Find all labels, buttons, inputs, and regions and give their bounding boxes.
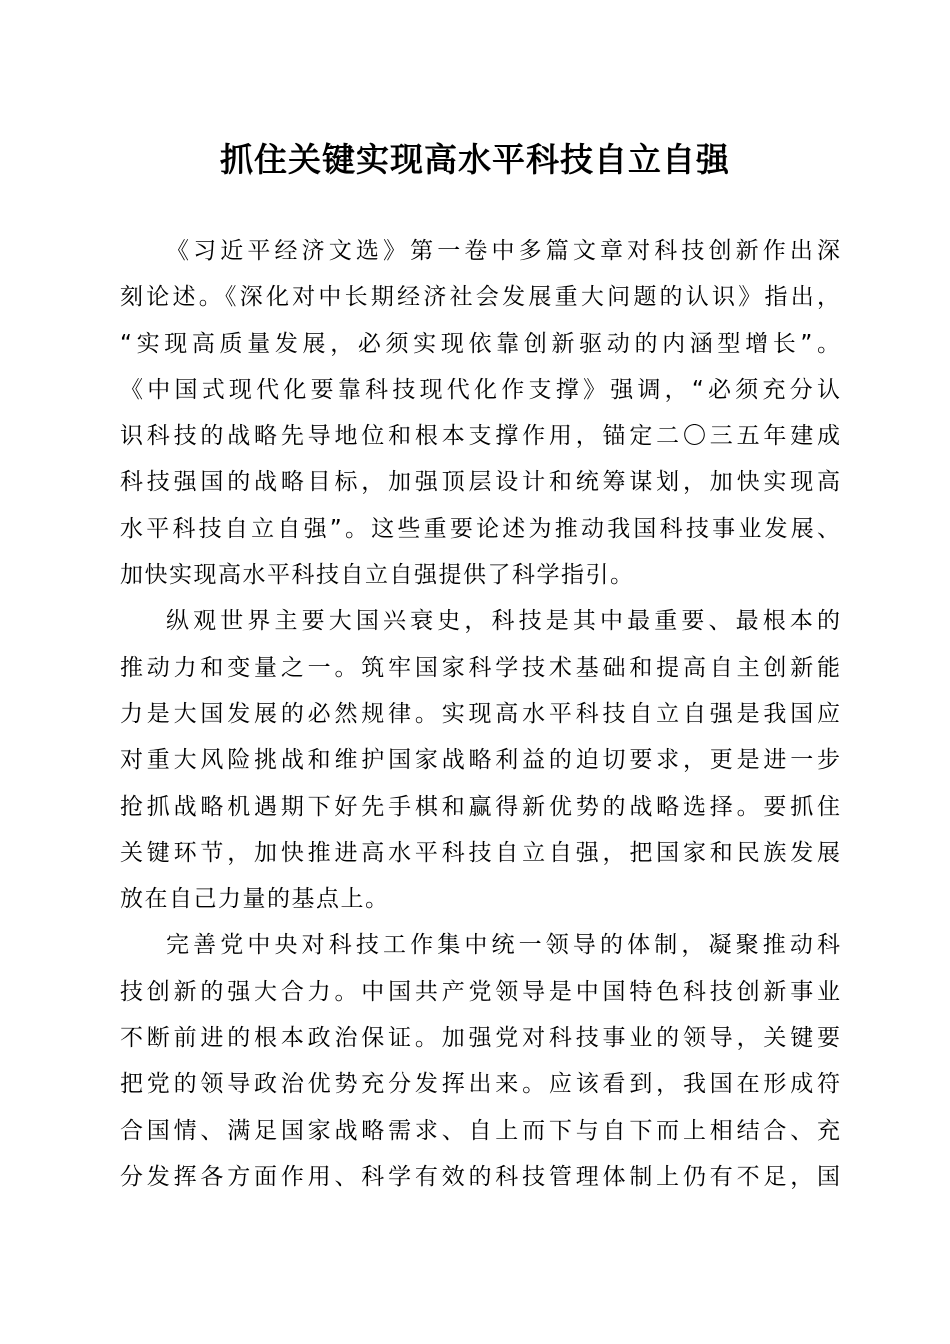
text-line: 放在自己力量的基点上。 [120,886,390,913]
text-line: 推动力和变量之一。筑牢国家科学技术基础和提高自主创新能 [120,654,840,681]
text-line: 力是大国发展的必然规律。实现高水平科技自立自强是我国应 [120,700,840,727]
text-line: 刻论述。《深化对中长期经济社会发展重大问题的认识》指出， [120,284,840,311]
text-line: 关键环节，加快推进高水平科技自立自强，把国家和民族发展 [120,839,840,866]
paragraph-3 [120,922,840,1200]
document-title: 抓住关键实现高水平科技自立自强 [220,140,730,179]
text-line: 抢抓战略机遇期下好先手棋和赢得新优势的战略选择。要抓住 [120,793,840,820]
text-line: 《中国式现代化要靠科技现代化作支撑》强调，“必须充分认 [120,376,840,403]
text-line: 水平科技自立自强”。这些重要论述为推动我国科技事业发展、 [120,515,840,542]
paragraph-2 [120,598,840,922]
text-line: 加快实现高水平科技自立自强提供了科学指引。 [120,562,635,589]
text-line: 完善党中央对科技工作集中统一领导的体制，凝聚推动科 [166,932,840,959]
text-line: 不断前进的根本政治保证。加强党对科技事业的领导，关键要 [120,1025,840,1052]
text-line: 技创新的强大合力。中国共产党领导是中国特色科技创新事业 [120,978,840,1005]
paragraph-1 [120,228,840,598]
text-line: 把党的领导政治优势充分发挥出来。应该看到，我国在形成符 [120,1071,840,1098]
text-line: 分发挥各方面作用、科学有效的科技管理体制上仍有不足，国 [120,1163,840,1190]
text-line: 识科技的战略先导地位和根本支撑作用，锚定二〇三五年建成 [120,423,840,450]
text-line: 对重大风险挑战和维护国家战略利益的迫切要求，更是进一步 [120,747,840,774]
text-line: 《习近平经济文选》第一卷中多篇文章对科技创新作出深 [166,238,840,264]
document-body [120,228,840,1200]
text-line: 合国情、满足国家战略需求、自上而下与自下而上相结合、充 [120,1117,840,1144]
text-line: 纵观世界主要大国兴衰史，科技是其中最重要、最根本的 [166,608,840,635]
text-line: “实现高质量发展，必须实现依靠创新驱动的内涵型增长”。 [120,330,840,357]
text-line: 科技强国的战略目标，加强顶层设计和统筹谋划，加快实现高 [120,469,840,496]
